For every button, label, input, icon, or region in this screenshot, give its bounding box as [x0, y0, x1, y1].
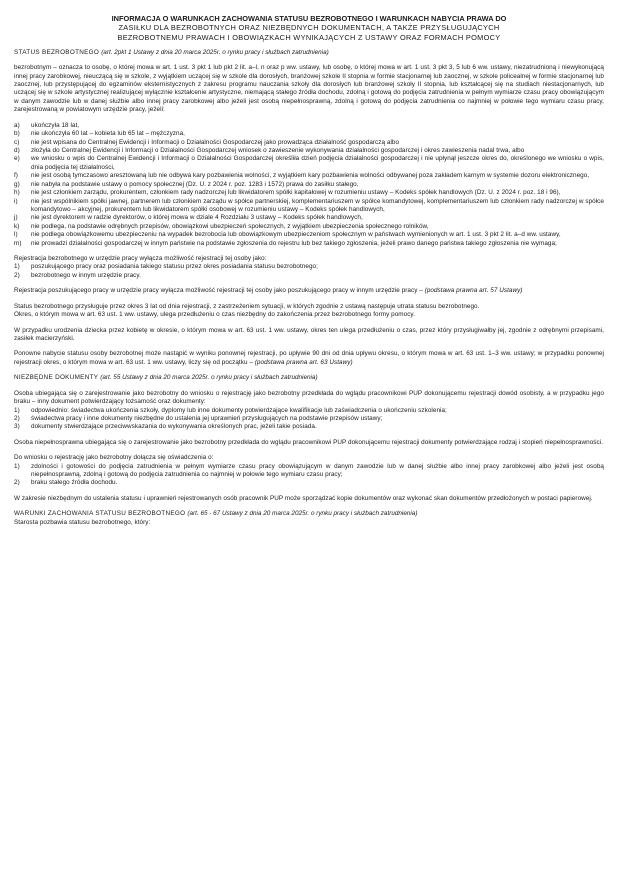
condition-item-label: j) [14, 214, 18, 222]
condition-item [14, 130, 604, 138]
condition-item [14, 198, 604, 215]
status-section-heading [14, 49, 604, 57]
title-line-1: INFORMACJA O WARUNKACH ZACHOWANIA STATUSU BEZROBOTNEGO I WARUNKACH NABYCIA PRAWA DO [111, 14, 507, 23]
declaration-item-text: zdolności i gotowości do podjęcia zatrudnienia w pełnym wymiarze czasu pracy obowiązującym w danym zawodzie lub w danej służbie albo innej pracy zarobkowej albo jeżeli jest osobą niepełnosprawną, zdolną i gotową do podjęcia zatrudnienia co najmniej w połowie tego wymiaru czasu pracy; [31, 462, 604, 479]
disabled-person-paragraph: Osoba niepełnosprawna ubiegająca się o zarejestrowanie jako bezrobotny przedkłada do wglądu pracownikowi PUP dokonującemu rejestracji dokumenty potwierdzające rodzaj i stopień niepełnosprawności. [14, 438, 604, 446]
exclusion-item-label: 2) [14, 271, 20, 279]
condition-item [14, 122, 604, 130]
exclusion-item-text: poszukującego pracy oraz posiadania takiego statusu przez okres posiadania statusu bezrobotnego; [31, 263, 318, 271]
condition-item [14, 231, 604, 239]
status-duration-text: Status bezrobotnego przysługuje przez okres 3 lat od dnia rejestracji, z zastrzeżeniem sytuacji, w których zgodnie z ustawą następuje utrata statusu bezrobotnego. [14, 302, 480, 310]
renewal-text: Ponowne nabycie statusu osoby bezrobotnej może nastąpić w wyniku ponownej rejestracji, po upływie 90 dni od dnia upływu okresu, o którym mowa w art. 63 ust. 1–3 ww. ustawy; w przypadku ponownej rejestracji okres, o którym mowa w art. 63 ust. 1 ww. ustawy, liczy się od początku – [14, 350, 604, 366]
conditions-list [14, 122, 604, 248]
condition-item-text: nie prowadzi działalności gospodarczej w innym państwie na podstawie zgłoszenia do rejestru lub bez takiego zgłoszenia, jeżeli prawo danego państwa takiego zgłoszenia nie wymaga; [31, 239, 557, 247]
exclusion-list [14, 263, 604, 280]
condition-item [14, 181, 604, 189]
declaration-item [14, 479, 604, 487]
condition-item-text: nie jest członkiem zarządu, prokurentem, członkiem rady nadzorczej lub likwidatorem spółki kapitałowej w rozumieniu ustawy – Kodeks spółek handlowych (Dz. U. z 2024 r. poz. 18 i 96), [31, 189, 561, 197]
condition-item-label: i) [14, 197, 18, 205]
declaration-intro: Do wniosku o rejestrację jako bezrobotny dołącza się oświadczenia o: [14, 454, 214, 462]
renewal-paragraph [14, 350, 604, 367]
documents-section-heading [14, 374, 604, 382]
scan-paragraph: W zakresie niezbędnym do ustalenia statusu i uprawnień rejestrowanych osób pracownik PUP może sporządzać kopie dokumentów oraz wykonać skan dokumentów przedłożonych w postaci papierowej. [14, 494, 593, 502]
document-item-text: odpowiednio: świadectwa ukończenia szkoły, dyplomy lub inne dokumenty potwierdzające kwalifikacje lub zaświadczenia o ukończeniu szkolenia; [31, 406, 447, 414]
loss-heading: WARUNKI ZACHOWANIA STATUSU BEZROBOTNEGO [14, 510, 186, 518]
condition-item-text: ukończyła 18 lat, [31, 121, 80, 129]
declaration-item-label: 2) [14, 479, 20, 487]
condition-item [14, 240, 604, 248]
condition-item-text: we wniosku o wpis do Centralnej Ewidencji i Informacji o Działalności Gospodarczej określiła dzień podjęcia działalności gospodarczej i nie upłynął jeszcze okres do, określonego we wniosku o wpis, dnia podjęcia tej działalności, [31, 155, 604, 171]
condition-item-label: k) [14, 222, 20, 230]
condition-item-label: e) [14, 155, 20, 163]
condition-item [14, 155, 604, 172]
condition-item-text: złożyła do Centralnej Ewidencji i Informacji o Działalności Gospodarczej wniosek o zawieszenie wykonywania działalności gospodarczej i okres zawieszenia nadal trwa, albo [31, 146, 525, 154]
document-item-text: dokumenty stwierdzające przeciwwskazania do wykonywania określonych prac, jeżeli takie posiada. [31, 423, 317, 431]
documents-heading: NIEZBĘDNE DOKUMENTY [14, 374, 99, 382]
status-extension-text: Okres, o którym mowa w art. 63 ust. 1 ww. ustawy, ulega przedłużeniu o czas niezbędny do zakończenia przez bezrobotnego formy pomocy. [14, 311, 415, 319]
document-item [14, 407, 604, 415]
condition-item [14, 139, 604, 147]
exclusion-item [14, 272, 604, 280]
document-item [14, 423, 604, 431]
condition-item-text: nie nabyła na podstawie ustawy o pomocy społecznej (Dz. U. z 2024 r. poz. 1283 i 1572) prawa do zasiłku stałego, [31, 180, 359, 188]
job-seeker-paragraph [14, 287, 604, 295]
status-heading: STATUS BEZROBOTNEGO [14, 48, 100, 56]
exclusion-item-label: 1) [14, 263, 20, 271]
condition-item-label: a) [14, 121, 20, 129]
declaration-item [14, 463, 604, 480]
documents-list [14, 407, 604, 432]
declaration-list [14, 463, 604, 488]
condition-item-label: c) [14, 138, 20, 146]
document-title [14, 14, 604, 42]
condition-item [14, 172, 604, 180]
unemployed-definition: bezrobotnym – oznacza to osobę, o której mowa w art. 1 ust. 3 pkt 1 lub pkt 2 lit. a–l, n oraz p ww. ustawy, lub osobę, o której mowa w art. 1 ust. 3 pkt 3, 5 lub 6 ww. ustawy, niezatrudnioną i niewykonującą innej pracy zarobkowej, nieuczącą się w szkole, z wyjątkiem uczącej się w szkole dla dorosłych, branżowej szkole II stopnia w formie stacjonarnej lub zaocznej, w szkole policealnej w formie stacjonarnej lub zaocznej, lub przystępującej do egzaminów eksternistycznych z zakresu programu nauczania szkoły dla dorosłych lub branżowej szkoły II stopnia, lub kształcącej się na studiach niestacjonarnych, lub uczącej się w szkole artystycznej realizującej wyłącznie kształcenie artystyczne, niemającą stałego źródła dochodu, zdolną i gotową do podjęcia zatrudnienia w pełnym wymiarze czasu pracy obowiązującym w danym zawodzie lub w danej służbie albo innej pracy zarobkowej albo jeżeli jest osobą niepełnosprawną, zdolną i gotową do podjęcia zatrudnienia co najmniej w połowie tego wymiaru czasu pracy, zarejestrowaną w powiatowym urzędzie pracy, jeżeli: [14, 64, 604, 114]
exclusion-item [14, 263, 604, 271]
status-heading-ref: (art. 2pkt 1 Ustawy z dnia 20 marca 2025r. o rynku pracy i służbach zatrudnienia) [101, 48, 329, 56]
loss-intro: Starosta pozbawia statusu bezrobotnego, który: [14, 518, 151, 526]
title-line-2: ZASIŁKU DLA BEZROBOTNYCH ORAZ NIEZBĘDNYCH DOKUMENTACH, A TAKŻE PRZYSŁUGUJĄCYCH [118, 23, 500, 33]
birth-extension-paragraph: W przypadku urodzenia dziecka przez kobietę w okresie, o którym mowa w art. 63 ust. 1 ww. ustawy, okres ten ulega przedłużeniu o czas, przez który przysługiwałby jej, zgodnie z odrębnymi przepisami, zasiłek macierzyński. [14, 326, 604, 342]
exclusion-intro: Rejestracja bezrobotnego w urzędzie pracy wyłącza możliwość rejestracji tej osoby jako: [14, 255, 267, 263]
condition-item-text: nie jest dyrektorem w radzie dyrektorów, o której mowa w dziale 4 Rozdziału 3 ustawy – Kodeks spółek handlowych, [31, 214, 363, 222]
condition-item-label: m) [14, 239, 22, 247]
status-duration-paragraph [14, 303, 604, 320]
title-line-3: BEZROBOTNEMU PRAWACH I OBOWIĄZKACH WYNIKAJĄCYCH Z USTAWY ORAZ FORMACH POMOCY [117, 32, 501, 42]
declaration-item-text: braku stałego źródła dochodu. [31, 479, 118, 487]
condition-item-text: nie ukończyła 60 lat – kobieta lub 65 lat – mężczyzna, [31, 130, 185, 138]
condition-item-label: h) [14, 189, 20, 197]
loss-section-heading [14, 510, 604, 518]
job-seeker-text: Rejestracja poszukującego pracy w urzędzie pracy wyłącza możliwość rejestracji tej osoby jako poszukującego pracy w innym urzędzie pracy – [14, 287, 425, 295]
loss-heading-ref: (art. 65 - 67 Ustawy z dnia 20 marca 2025r. o rynku pracy i służbach zatrudnienia) [187, 510, 418, 518]
condition-item-label: d) [14, 146, 20, 154]
condition-item-text: nie podlega, na podstawie odrębnych przepisów, obowiązkowi ubezpieczeń społecznych, z wyjątkiem ubezpieczenia społecznego rolników, [31, 222, 429, 230]
document-item [14, 415, 604, 423]
condition-item [14, 223, 604, 231]
documents-heading-ref: (art. 55 Ustawy z dnia 20 marca 2025r. o rynku pracy i służbach zatrudnienia) [100, 374, 318, 382]
job-seeker-ref: (podstawa prawna art. 57 Ustawy) [424, 287, 523, 295]
renewal-ref: (podstawa prawna art. 63 Ustawy) [254, 358, 353, 366]
condition-item-label: b) [14, 130, 20, 138]
document-item-label: 3) [14, 423, 20, 431]
condition-item-label: l) [14, 231, 18, 239]
document-item-text: świadectwa pracy i inne dokumenty niezbędne do ustalenia jej uprawnień przysługujących na podstawie przepisów ustawy; [31, 414, 383, 422]
condition-item [14, 214, 604, 222]
documents-intro: Osoba ubiegająca się o zarejestrowanie jako bezrobotny do wniosku o rejestrację jako bezrobotny przedkłada do wglądu pracownikowi PUP dokonującemu rejestracji dowód osobisty, a w przypadku jego braku – inny dokument potwierdzający tożsamość oraz dokumenty: [14, 389, 604, 406]
condition-item-text: nie podlega obowiązkowemu ubezpieczeniu na wypadek bezrobocia lub obowiązkowym ubezpieczeniom społecznym w państwach wymienionych w art. 1 ust. 3 pkt 2 lit. a–d ww. ustawy, [31, 231, 561, 239]
exclusion-item-text: bezrobotnego w innym urzędzie pracy. [31, 271, 141, 279]
condition-item [14, 189, 604, 197]
condition-item-label: f) [14, 172, 18, 180]
declaration-item-label: 1) [14, 462, 20, 470]
condition-item-text: nie jest wpisana do Centralnej Ewidencji i Informacji o Działalności Gospodarczej jako prowadząca działalność gospodarczą albo [31, 138, 400, 146]
condition-item [14, 147, 604, 155]
condition-item-text: nie jest osobą tymczasowo aresztowaną lub nie odbywa kary pozbawienia wolności, z wyjątkiem kary pozbawienia wolności odbywanej poza zakładem karnym w systemie dozoru elektronicznego, [31, 172, 590, 180]
condition-item-label: g) [14, 180, 20, 188]
document-item-label: 1) [14, 406, 20, 414]
condition-item-text: nie jest wspólnikiem spółki jawnej, partnerem lub członkiem zarządu w spółce partnerskiej, komplementariuszem w spółce komandytowej, komplementariuszem lub członkiem rady nadzorczej w spółce komandytowo – akcyjnej, prokurentem lub likwidatorem spółki osobowej w rozumieniu ustawy – Kodeks spółek handlowych, [31, 197, 604, 213]
document-item-label: 2) [14, 414, 20, 422]
